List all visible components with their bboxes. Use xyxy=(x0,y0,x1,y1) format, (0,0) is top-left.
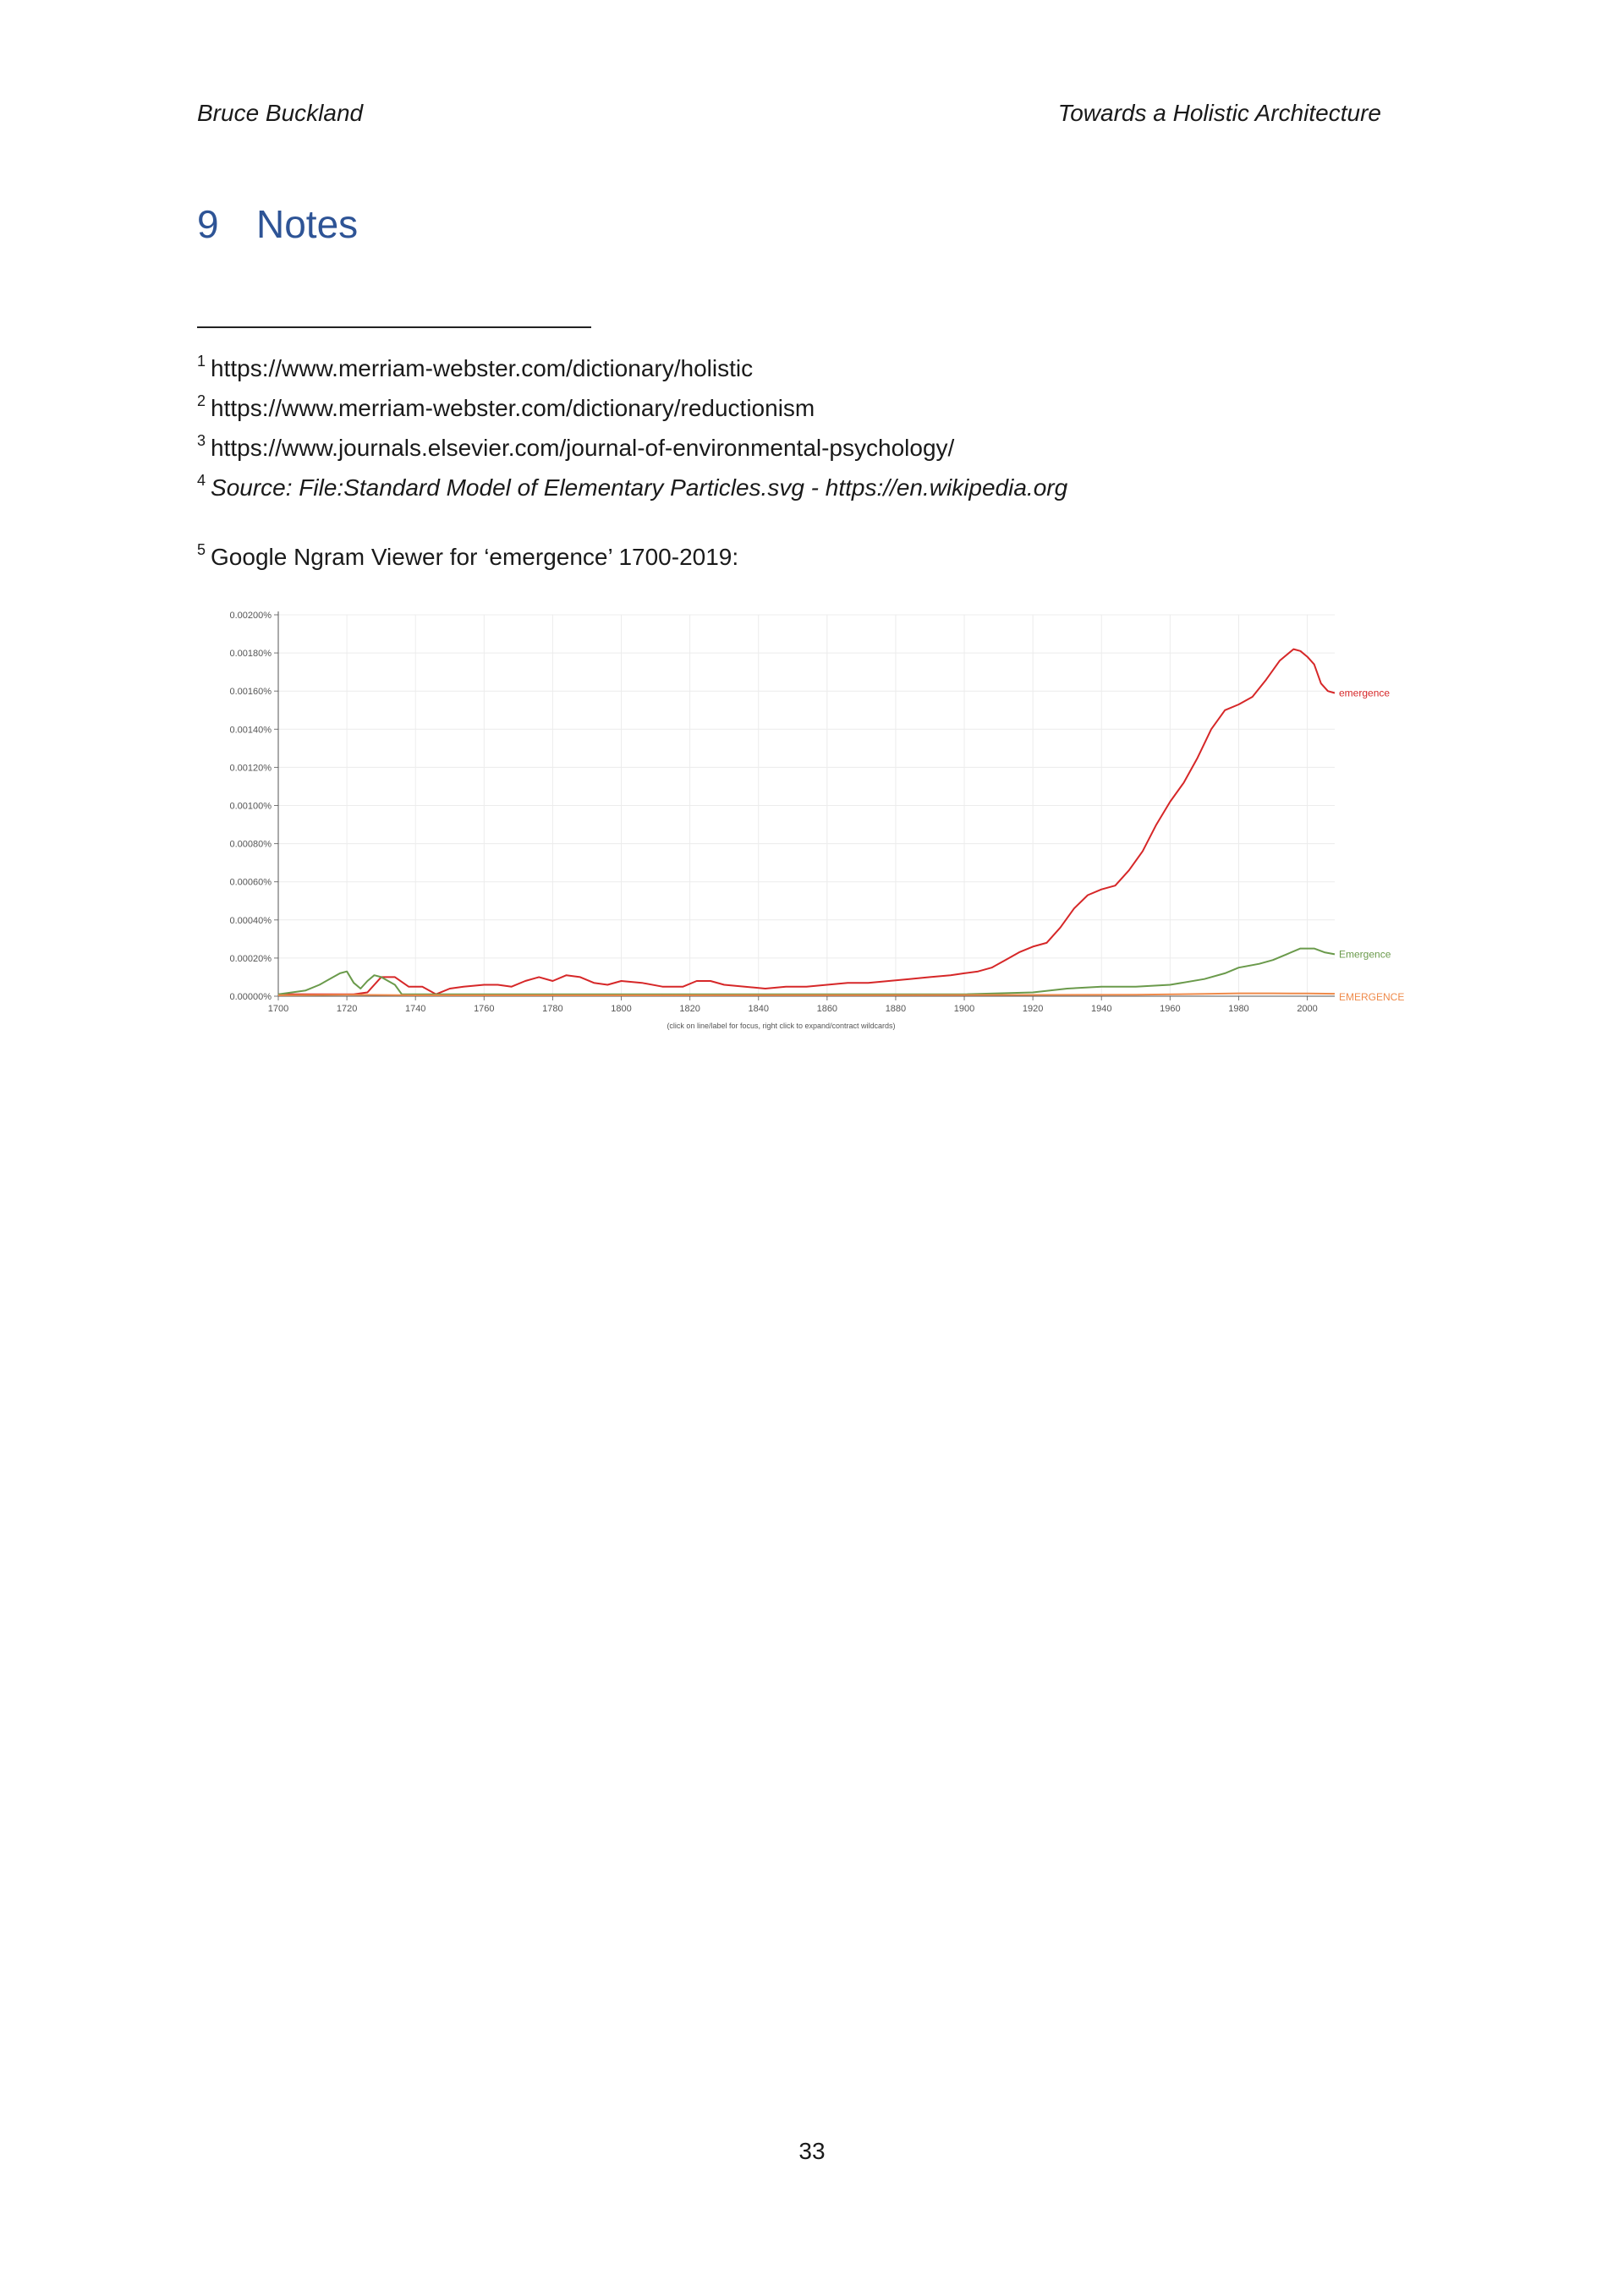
x-tick-label: 1700 xyxy=(267,1004,289,1014)
x-tick-label: 1740 xyxy=(404,1004,426,1014)
series-label[interactable]: Emergence xyxy=(1339,948,1391,961)
author-name: Bruce Buckland xyxy=(197,100,364,126)
document-title: Towards a Holistic Architecture xyxy=(1057,100,1381,126)
x-tick-label: 1800 xyxy=(611,1004,632,1014)
series-label[interactable]: EMERGENCE xyxy=(1339,991,1405,1004)
section-title: Notes xyxy=(256,202,359,246)
series-label[interactable]: emergence xyxy=(1339,687,1391,699)
x-tick-label: 1780 xyxy=(542,1004,563,1014)
y-tick-label: 0.00040% xyxy=(229,915,272,926)
x-tick-label: 1760 xyxy=(474,1004,495,1014)
footnote-link[interactable]: https://www.merriam-webster.com/dictionary/holistic xyxy=(211,355,754,381)
x-tick-label: 1860 xyxy=(816,1004,838,1014)
x-tick-label: 1820 xyxy=(679,1004,700,1014)
footnote-3 xyxy=(197,425,1067,464)
page-number: 33 xyxy=(798,2138,826,2164)
footnote-number: 1 xyxy=(197,353,206,370)
x-tick-label: 1940 xyxy=(1091,1004,1112,1014)
footnote-5 xyxy=(197,541,738,571)
footnote-number: 5 xyxy=(197,541,206,558)
footnote-number: 2 xyxy=(197,392,206,409)
running-header xyxy=(0,100,1624,134)
footnote-number: 4 xyxy=(197,472,206,489)
footnote-link[interactable]: https://www.merriam-webster.com/dictionary/reductionism xyxy=(211,395,815,421)
y-tick-label: 0.00140% xyxy=(229,725,272,736)
x-tick-label: 2000 xyxy=(1297,1004,1318,1014)
x-tick-label: 1880 xyxy=(885,1004,907,1014)
footnote-number: 3 xyxy=(197,432,206,449)
footnote-separator xyxy=(197,326,591,328)
section-number: 9 xyxy=(197,202,219,246)
footnote-list xyxy=(197,345,1067,504)
x-tick-label: 1980 xyxy=(1228,1004,1249,1014)
y-tick-label: 0.00080% xyxy=(229,839,272,850)
y-tick-label: 0.00060% xyxy=(229,877,272,888)
footnote-1 xyxy=(197,345,1067,385)
y-tick-label: 0.00020% xyxy=(229,953,272,964)
y-tick-label: 0.00200% xyxy=(229,611,272,621)
section-heading xyxy=(197,201,358,247)
x-tick-label: 1920 xyxy=(1022,1004,1044,1014)
footnote-source: Source: File:Standard Model of Elementary Particles.svg - https://en.wikipedia.org xyxy=(211,474,1068,501)
y-tick-label: 0.00120% xyxy=(229,763,272,774)
x-tick-label: 1900 xyxy=(953,1004,975,1014)
x-tick-label: 1720 xyxy=(336,1004,358,1014)
y-tick-label: 0.00180% xyxy=(229,649,272,660)
footnote-2 xyxy=(197,385,1067,425)
ngram-chart xyxy=(203,597,1429,1045)
series-line-emergence[interactable] xyxy=(278,649,1335,995)
y-tick-label: 0.00000% xyxy=(229,992,272,1002)
chart-caption: (click on line/label for focus, right click to expand/contract wildcards) xyxy=(667,1022,896,1030)
x-tick-label: 1960 xyxy=(1160,1004,1181,1014)
x-tick-label: 1840 xyxy=(748,1004,769,1014)
footnote-link[interactable]: https://www.journals.elsevier.com/journal-of-environmental-psychology/ xyxy=(211,435,955,461)
footnote-text: Google Ngram Viewer for ‘emergence’ 1700-2019: xyxy=(211,544,739,570)
y-tick-label: 0.00160% xyxy=(229,687,272,698)
footnote-4 xyxy=(197,464,1067,504)
y-tick-label: 0.00100% xyxy=(229,801,272,812)
